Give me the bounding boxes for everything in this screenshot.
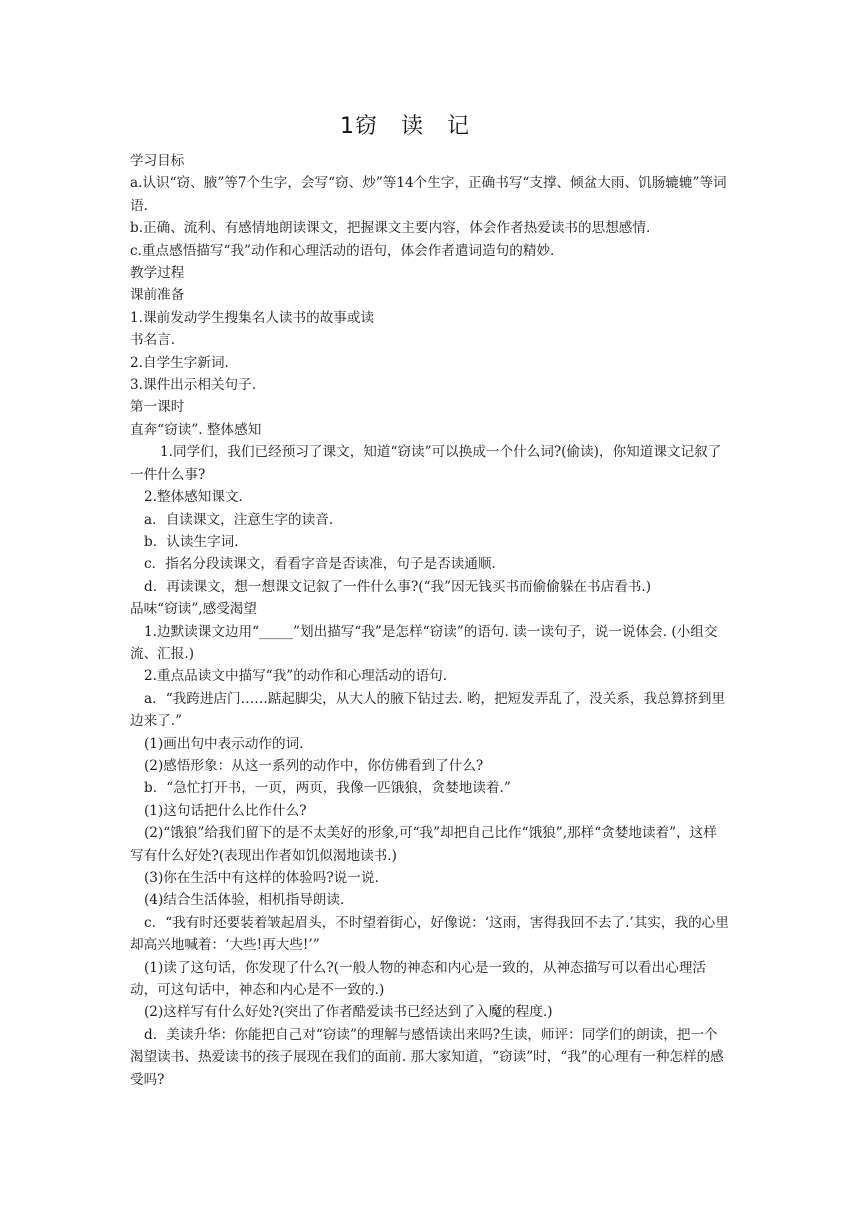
text-line: 教学过程 — [130, 265, 185, 282]
text-line: 3.课件出示相关句子. — [130, 377, 257, 394]
document-title: 1窃 读 记 — [340, 114, 470, 139]
text-line: b.正确、流利、有感情地朗读课文，把握课文主要内容，体会作者热爱读书的思想感情. — [130, 220, 651, 237]
text-line: 第一课时 — [130, 399, 185, 416]
text-line: a．自读课文，注意生字的读音. — [144, 511, 334, 528]
text-line: c.重点感悟描写“我”动作和心理活动的语句，体会作者遣词造句的精妙. — [130, 242, 555, 259]
text-line: b．认读生字词. — [144, 533, 239, 550]
text-line: 2.自学生字新词. — [130, 354, 229, 371]
text-line: 1.同学们，我们已经预习了课文，知道“窃读”可以换成一个什么词?(偷读)，你知道课文记叙了一件什么事? — [130, 444, 722, 483]
text-line: a.认识“窃、腋”等7个生字，会写“窃、炒”等14个生字，正确书写“支撑、倾盆大雨、饥肠辘辘”等词语. — [130, 175, 727, 214]
text-line: d．美读升华：你能把自己对“窃读”的理解与感悟读出来吗?生读，师评：同学们的朗读，把一个渴望读书、热爱读书的孩子展现在我们的面前. 那大家知道，“窃读”时，“我”的心理有一种怎样的感受吗? — [130, 1026, 724, 1088]
text-line: (2)感悟形象：从这一系列的动作中，你仿佛看到了什么? — [144, 757, 484, 774]
text-line: 品味“窃读”,感受渴望 — [130, 601, 257, 618]
text-line: 书名言. — [130, 332, 176, 349]
text-line: 课前准备 — [130, 287, 185, 304]
text-line: 1.边默读课文边用“_____”划出描写“我”是怎样“窃读”的语句. 读一读句子，说一说体会. (小组交流、汇报.) — [130, 623, 718, 662]
text-line: c．指名分段读课文，看看字音是否读准，句子是否读通顺. — [144, 556, 496, 573]
text-line: (3)你在生活中有这样的体验吗?说一说. — [144, 870, 379, 886]
text-line: c．“我有时还要装着皱起眉头，不时望着街心，好像说：‘这雨，害得我回不去了.’其实，我的心里却高兴地喊着：‘大些!再大些!’” — [130, 914, 729, 954]
text-line: 2.整体感知课文. — [144, 489, 243, 506]
text-line: 1.课前发动学生搜集名人读书的故事或读 — [130, 309, 375, 326]
text-line: (4)结合生活体验，相机指导朗读. — [144, 892, 345, 909]
text-line: 学习目标 — [130, 153, 185, 169]
document-body — [130, 150, 730, 1091]
text-line: (2)“饿狼”给我们留下的是不太美好的形象,可“我”却把自己比作“饿狼”,那样“贪婪地读着”，这样写有什么好处?(表现出作者如饥似渴地读书.) — [130, 825, 717, 864]
text-line: d．再读课文，想一想课文记叙了一件什么事?(“我”因无钱买书而偷偷躲在书店看书.) — [144, 578, 652, 595]
text-line: (2)这样写有什么好处?(突出了作者酷爱读书已经达到了入魔的程度.) — [144, 1004, 553, 1021]
text-line: 直奔“窃读”. 整体感知 — [130, 421, 262, 438]
text-line: 2.重点品读文中描写“我”的动作和心理活动的语句. — [144, 668, 448, 685]
text-line: (1)这句话把什么比作什么? — [144, 802, 307, 819]
text-line: a．“我跨进店门……踮起脚尖，从大人的腋下钻过去. 哟，把短发弄乱了，没关系，我总算挤到里边来了.” — [130, 690, 726, 730]
text-line: (1)读了这句话，你发现了什么?(一般人物的神态和内心是一致的，从神态描写可以看出心理活动，可这句话中，神态和内心是不一致的.) — [130, 959, 707, 999]
text-line: b．“急忙打开书，一页，两页，我像一匹饿狼，贪婪地读着.” — [144, 780, 511, 797]
text-line: (1)画出句中表示动作的词. — [144, 735, 304, 752]
